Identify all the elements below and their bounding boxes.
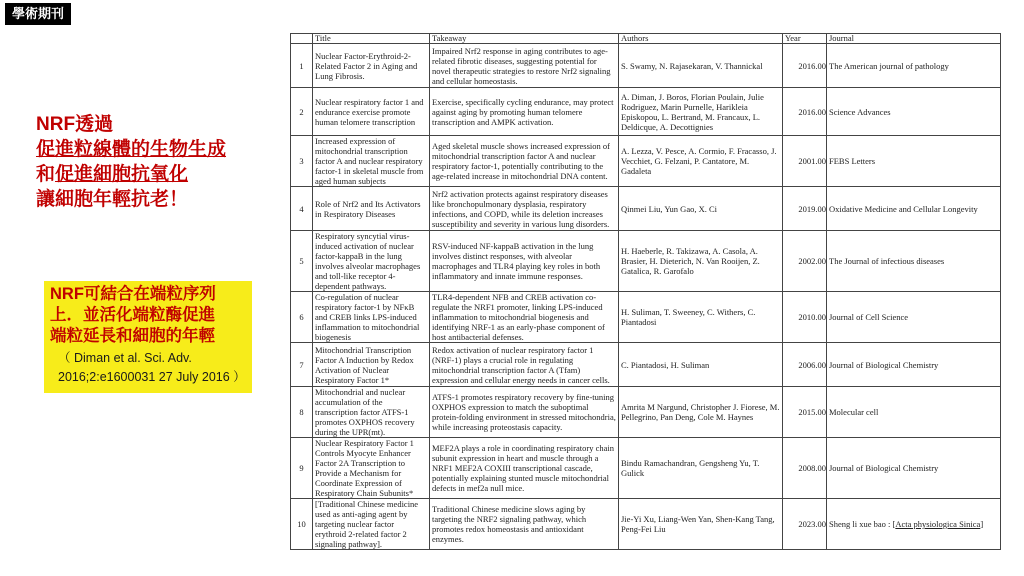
row-title: Respiratory syncytial virus-induced activation of nuclear factor-kappaB in the lung involves alveolar macrophages and toll-like receptor 4-dependent pathways. xyxy=(313,231,430,292)
row-authors: Qinmei Liu, Yun Gao, X. Ci xyxy=(619,187,783,231)
row-title: [Traditional Chinese medicine used as anti-aging agent by targeting nuclear factor erythroid 2-related factor 2 signaling pathway]. xyxy=(313,499,430,550)
row-title: Nuclear respiratory factor 1 and endurance exercise promote human telomere transcription xyxy=(313,88,430,136)
table-row xyxy=(291,387,1001,438)
table-header-row xyxy=(291,34,1001,44)
header-takeaway: Takeaway xyxy=(430,34,619,44)
row-title: Mitochondrial and nuclear accumulation of the transcription factor ATFS-1 promotes OXPHOS recovery during the UPR(mt). xyxy=(313,387,430,438)
antioxidant-label: 促進細胞抗氧化 xyxy=(55,164,189,185)
summary-line-2: 促進粒線體的生物生成 xyxy=(36,139,227,160)
row-journal: FEBS Letters xyxy=(827,136,1001,187)
row-takeaway: Redox activation of nuclear respiratory factor 1 (NRF-1) plays a crucial role in regulating mitochondrial transcription factor A (Tfam) expression and cellular energy needs in cancer cells. xyxy=(430,343,619,387)
row-number: 5 xyxy=(291,231,313,292)
row-year: 2023.00 xyxy=(783,499,827,550)
row-title: Mitochondrial Transcription Factor A Induction by Redox Activation of Nuclear Respiratory Factor 1* xyxy=(313,343,430,387)
row-year: 2015.00 xyxy=(783,387,827,438)
telomere-highlight-box xyxy=(44,281,252,393)
row-authors: C. Piantadosi, H. Suliman xyxy=(619,343,783,387)
row-journal: Journal of Biological Chemistry xyxy=(827,438,1001,499)
row-takeaway: Traditional Chinese medicine slows aging by targeting the NRF2 signaling pathway, which promotes redox homeostasis and antioxidant enzymes. xyxy=(430,499,619,550)
summary-line-4: 讓細胞年輕抗老！ xyxy=(36,189,189,210)
row-takeaway: TLR4-dependent NFB and CREB activation co-regulate the NRF1 promoter, linking LPS-induced inflammation to mitochondrial biogenesis and identifying NRF-1 as an early-phase component of host antibacterial defenses. xyxy=(430,292,619,343)
row-title: Role of Nrf2 and Its Activators in Respiratory Diseases xyxy=(313,187,430,231)
left-summary xyxy=(36,112,276,212)
row-title: Co-regulation of nuclear respiratory factor-1 by NFκB and CREB links LPS-induced inflammation to mitochondrial biogenesis xyxy=(313,292,430,343)
row-authors: A. Lezza, V. Pesce, A. Cormio, F. Fracasso, J. Vecchiet, G. Felzani, P. Cantatore, M. Gadaleta xyxy=(619,136,783,187)
row-year: 2016.00 xyxy=(783,88,827,136)
table-row xyxy=(291,187,1001,231)
row-number: 1 xyxy=(291,44,313,88)
row-year: 2008.00 xyxy=(783,438,827,499)
highlight-line-1: NRF可結合在端粒序列 xyxy=(50,285,216,303)
row-authors: Amrita M Nargund, Christopher J. Fiorese, M. Pellegrino, Pan Deng, Cole M. Haynes xyxy=(619,387,783,438)
row-journal: Science Advances xyxy=(827,88,1001,136)
citation-line-1: （ Diman et al. Sci. Adv. xyxy=(58,351,192,365)
row-journal: Molecular cell xyxy=(827,387,1001,438)
literature-table xyxy=(290,33,1001,550)
table-row xyxy=(291,292,1001,343)
literature-table-wrapper xyxy=(290,33,1000,550)
journal-prefix: Sheng li xue bao : [ xyxy=(829,519,896,529)
table-row xyxy=(291,44,1001,88)
row-number: 9 xyxy=(291,438,313,499)
row-year: 2010.00 xyxy=(783,292,827,343)
row-takeaway: ATFS-1 promotes respiratory recovery by fine-tuning OXPHOS expression to match the suboptimal protein-folding environment in stressed mitochondria, while increasing proteostasis capacity. xyxy=(430,387,619,438)
journal-underlined: Acta physiologica Sinica xyxy=(895,519,981,529)
row-authors: H. Suliman, T. Sweeney, C. Withers, C. Piantadosi xyxy=(619,292,783,343)
row-authors: Jie-Yi Xu, Liang-Wen Yan, Shen-Kang Tang, Peng-Fei Liu xyxy=(619,499,783,550)
row-journal: Oxidative Medicine and Cellular Longevity xyxy=(827,187,1001,231)
row-title: Nuclear Respiratory Factor 1 Controls Myocyte Enhancer Factor 2A Transcription to Provide a Mechanism for Coordinate Expression of Respiratory Chain Subunits* xyxy=(313,438,430,499)
table-row xyxy=(291,343,1001,387)
row-journal: Journal of Cell Science xyxy=(827,292,1001,343)
row-journal: The American journal of pathology xyxy=(827,44,1001,88)
row-number: 3 xyxy=(291,136,313,187)
header-index xyxy=(291,34,313,44)
row-authors: H. Haeberle, R. Takizawa, A. Casola, A. Brasier, H. Dieterich, N. Van Rooijen, Z. Gatalica, R. Garofalo xyxy=(619,231,783,292)
row-year: 2019.00 xyxy=(783,187,827,231)
table-row xyxy=(291,88,1001,136)
table-row xyxy=(291,136,1001,187)
row-year: 2001.00 xyxy=(783,136,827,187)
highlight-line-2: 上．並活化端粒酶促進 xyxy=(50,306,215,324)
and-label: 和 xyxy=(36,164,56,185)
row-takeaway: RSV-induced NF-kappaB activation in the lung involves distinct responses, with alveolar macrophages and TLR4 playing key roles in both inflammatory and innate immune responses. xyxy=(430,231,619,292)
row-year: 2006.00 xyxy=(783,343,827,387)
table-row xyxy=(291,499,1001,550)
header-journal: Journal xyxy=(827,34,1001,44)
row-takeaway: Impaired Nrf2 response in aging contributes to age-related fibrotic diseases, suggesting potential for novel therapeutic strategies to restore Nrf2 signaling and cellular homeostasis. xyxy=(430,44,619,88)
row-number: 6 xyxy=(291,292,313,343)
journal-suffix: ] xyxy=(980,519,984,529)
table-row xyxy=(291,231,1001,292)
row-year: 2016.00 xyxy=(783,44,827,88)
row-takeaway: Aged skeletal muscle shows increased expression of mitochondrial transcription factor A and nuclear respiratory factor-1, potentially contributing to the age-related increase in mitochondrial DNA content. xyxy=(430,136,619,187)
row-authors: Bindu Ramachandran, Gengsheng Yu, T. Gulick xyxy=(619,438,783,499)
row-journal: The Journal of infectious diseases xyxy=(827,231,1001,292)
section-tag: 學術期刊 xyxy=(5,3,71,25)
row-title: Nuclear Factor-Erythroid-2-Related Factor 2 in Aging and Lung Fibrosis. xyxy=(313,44,430,88)
row-year: 2002.00 xyxy=(783,231,827,292)
citation-line-2: 2016;2:e1600031 27 July 2016 ） xyxy=(58,370,246,384)
header-title: Title xyxy=(313,34,430,44)
row-authors: A. Diman, J. Boros, Florian Poulain, Julie Rodriguez, Marin Purnelle, Harikleia Episkopou, L. Bertrand, M. Francaux, L. Deldicque, A. Decottignies xyxy=(619,88,783,136)
header-year: Year xyxy=(783,34,827,44)
row-authors: S. Swamy, N. Rajasekaran, V. Thannickal xyxy=(619,44,783,88)
summary-line-1 xyxy=(36,112,276,137)
summary-line-3 xyxy=(36,162,276,187)
row-number: 8 xyxy=(291,387,313,438)
row-number: 7 xyxy=(291,343,313,387)
row-number: 2 xyxy=(291,88,313,136)
table-row xyxy=(291,438,1001,499)
row-number: 4 xyxy=(291,187,313,231)
row-takeaway: Nrf2 activation protects against respiratory diseases like bronchopulmonary dysplasia, respiratory infections, and COPD, while its deletion increases susceptibility and severity in various lung disorders. xyxy=(430,187,619,231)
row-journal: Journal of Biological Chemistry xyxy=(827,343,1001,387)
via-label: 透過 xyxy=(75,114,114,135)
row-number: 10 xyxy=(291,499,313,550)
row-title: Increased expression of mitochondrial transcription factor A and nuclear respiratory factor-1 in skeletal muscle from aged human subjects xyxy=(313,136,430,187)
row-takeaway: MEF2A plays a role in coordinating respiratory chain subunit expression in heart and muscle through a NRF1 MEF2A COXIII transcriptional cascade, potentially explaining stunted muscle mitochondrial defects in mef2a null mice. xyxy=(430,438,619,499)
row-journal xyxy=(827,499,1001,550)
nrf-label: NRF xyxy=(36,114,76,135)
header-authors: Authors xyxy=(619,34,783,44)
highlight-line-3: 端粒延長和細胞的年輕 xyxy=(50,327,215,345)
row-takeaway: Exercise, specifically cycling endurance, may protect against aging by promoting human telomere transcription and AMPK activation. xyxy=(430,88,619,136)
